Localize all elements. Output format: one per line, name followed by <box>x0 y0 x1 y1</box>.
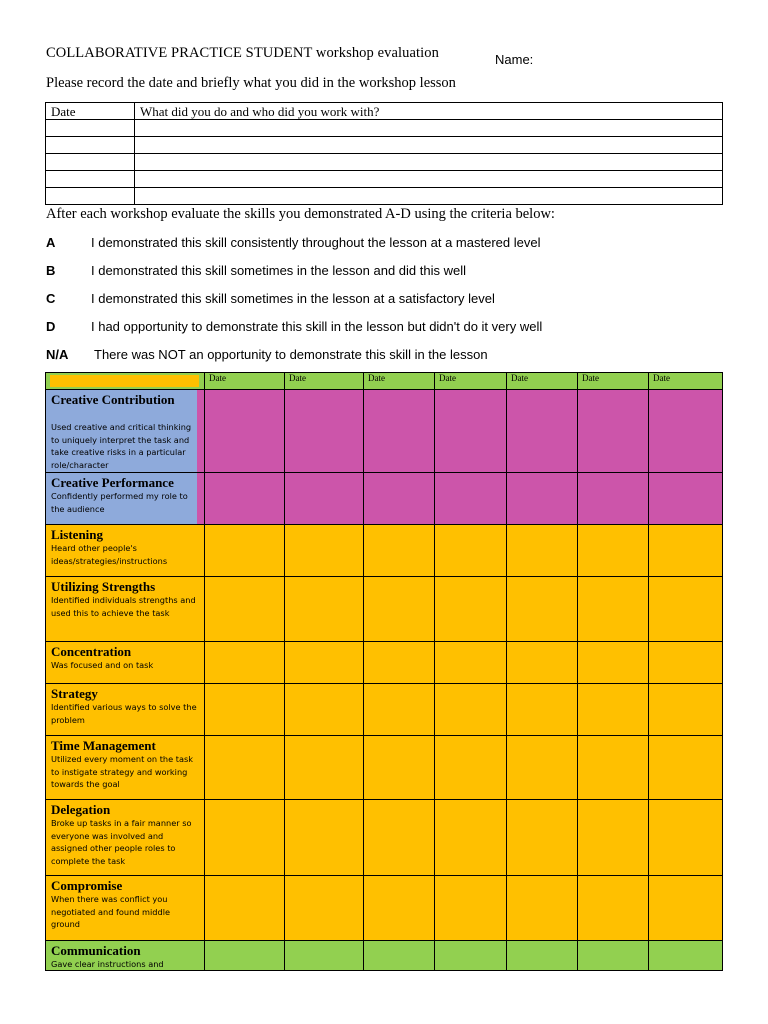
log-row <box>46 154 723 171</box>
skill-title: Creative Contribution <box>51 392 175 407</box>
skill-row <box>46 525 723 577</box>
skills-evaluation-table <box>45 372 723 971</box>
rating-cell[interactable] <box>649 525 723 577</box>
rating-cell[interactable] <box>649 473 723 525</box>
rating-cell[interactable] <box>649 684 723 736</box>
rating-cell[interactable] <box>435 941 507 971</box>
criteria-letter: A <box>46 235 56 250</box>
rating-cell[interactable] <box>435 577 507 642</box>
rating-cell[interactable] <box>285 684 364 736</box>
skill-title: Delegation <box>51 802 111 817</box>
skill-description: When there was conflict you negotiated and found middle ground <box>51 894 171 929</box>
rating-cell[interactable] <box>649 800 723 876</box>
skill-title: Strategy <box>51 686 98 701</box>
rating-cell[interactable] <box>507 941 578 971</box>
criteria-text: I demonstrated this skill consistently throughout the lesson at a mastered level <box>91 235 541 250</box>
rating-cell[interactable] <box>578 941 649 971</box>
log-row <box>46 188 723 205</box>
skill-cell <box>46 577 205 642</box>
rating-cell[interactable] <box>205 876 285 941</box>
date-header: Date <box>578 373 649 390</box>
skill-description: Utilized every moment on the task to instigate strategy and working towards the goal <box>51 754 193 789</box>
skills-body <box>46 390 723 971</box>
rating-cell[interactable] <box>507 684 578 736</box>
rating-cell[interactable] <box>364 684 435 736</box>
rating-cell[interactable] <box>578 473 649 525</box>
log-date-cell[interactable] <box>46 188 135 205</box>
skill-title: Concentration <box>51 644 132 659</box>
log-activity-cell[interactable] <box>135 154 723 171</box>
log-body <box>46 120 723 205</box>
rating-cell[interactable] <box>364 876 435 941</box>
skill-row <box>46 736 723 800</box>
rating-cell[interactable] <box>578 736 649 800</box>
skill-description: Gave clear instructions and <box>51 959 164 969</box>
rating-cell[interactable] <box>578 525 649 577</box>
skill-title: Compromise <box>51 878 123 893</box>
criteria-letter: D <box>46 319 56 334</box>
skill-title: Time Management <box>51 738 156 753</box>
skill-cell <box>46 800 205 876</box>
rating-cell[interactable] <box>205 577 285 642</box>
rating-cell[interactable] <box>285 642 364 684</box>
log-header-activity: What did you do and who did you work with? <box>135 103 723 120</box>
rating-cell[interactable] <box>507 800 578 876</box>
criteria-text: I had opportunity to demonstrate this skill in the lesson but didn't do it very well <box>91 319 543 334</box>
rating-cell[interactable] <box>435 876 507 941</box>
rating-cell[interactable] <box>364 941 435 971</box>
rating-cell[interactable] <box>578 390 649 473</box>
date-header-row <box>46 373 723 390</box>
rating-cell[interactable] <box>507 642 578 684</box>
rating-cell[interactable] <box>205 684 285 736</box>
criteria-letter: N/A <box>46 347 69 362</box>
log-header-date: Date <box>46 103 135 120</box>
rating-cell[interactable] <box>364 473 435 525</box>
skill-description: Was focused and on task <box>51 660 154 670</box>
rating-cell[interactable] <box>507 577 578 642</box>
rating-cell[interactable] <box>507 525 578 577</box>
rating-cell[interactable] <box>507 473 578 525</box>
date-header: Date <box>507 373 578 390</box>
rating-cell[interactable] <box>285 800 364 876</box>
rating-cell[interactable] <box>435 684 507 736</box>
rating-cell[interactable] <box>285 577 364 642</box>
rating-cell[interactable] <box>649 390 723 473</box>
skill-row <box>46 800 723 876</box>
criteria-letter: B <box>46 263 56 278</box>
log-activity-cell[interactable] <box>135 188 723 205</box>
criteria-letter: C <box>46 291 56 306</box>
rating-cell[interactable] <box>285 941 364 971</box>
criteria-text: There was NOT an opportunity to demonstrate this skill in the lesson <box>94 347 488 362</box>
rating-cell[interactable] <box>205 525 285 577</box>
skill-cell <box>46 684 205 736</box>
criteria-text: I demonstrated this skill sometimes in the lesson at a satisfactory level <box>91 291 495 306</box>
skill-cell <box>46 941 205 971</box>
skill-cell <box>46 876 205 941</box>
rating-cell[interactable] <box>364 577 435 642</box>
rating-cell[interactable] <box>435 736 507 800</box>
rating-cell[interactable] <box>649 876 723 941</box>
rating-cell[interactable] <box>649 736 723 800</box>
log-activity-cell[interactable] <box>135 171 723 188</box>
rating-cell[interactable] <box>285 390 364 473</box>
header-corner <box>46 373 205 390</box>
skill-title: Communication <box>51 943 141 958</box>
skill-cell <box>46 736 205 800</box>
rating-cell[interactable] <box>435 525 507 577</box>
rating-cell[interactable] <box>205 800 285 876</box>
skill-cell <box>46 525 205 577</box>
rating-cell[interactable] <box>435 800 507 876</box>
rating-cell[interactable] <box>649 642 723 684</box>
workshop-log-table <box>45 102 723 205</box>
rating-cell[interactable] <box>578 800 649 876</box>
rating-cell[interactable] <box>364 800 435 876</box>
rating-cell[interactable] <box>364 390 435 473</box>
skill-row <box>46 941 723 971</box>
date-header: Date <box>364 373 435 390</box>
name-label: Name: <box>495 52 534 67</box>
date-header: Date <box>285 373 364 390</box>
log-header-row <box>46 103 723 120</box>
rating-cell[interactable] <box>205 941 285 971</box>
rating-cell[interactable] <box>285 736 364 800</box>
log-activity-cell[interactable] <box>135 137 723 154</box>
rating-cell[interactable] <box>205 736 285 800</box>
rating-cell[interactable] <box>435 642 507 684</box>
rating-cell[interactable] <box>435 473 507 525</box>
rating-cell[interactable] <box>205 390 285 473</box>
skill-title: Utilizing Strengths <box>51 579 156 594</box>
rating-cell[interactable] <box>364 642 435 684</box>
skill-cell <box>46 642 205 684</box>
skill-title: Creative Performance <box>51 475 174 490</box>
rating-cell[interactable] <box>285 876 364 941</box>
criteria-text: I demonstrated this skill sometimes in the lesson and did this well <box>91 263 467 278</box>
rating-cell[interactable] <box>285 473 364 525</box>
log-row <box>46 171 723 188</box>
log-date-cell[interactable] <box>46 171 135 188</box>
skill-row <box>46 684 723 736</box>
log-date-cell[interactable] <box>46 137 135 154</box>
skill-description: Identified individuals strengths and used this to achieve the task <box>51 595 196 618</box>
rating-cell[interactable] <box>578 876 649 941</box>
skill-title: Listening <box>51 527 104 542</box>
rating-cell[interactable] <box>507 876 578 941</box>
log-row <box>46 137 723 154</box>
skill-cell <box>46 390 205 473</box>
skill-description: Identified various ways to solve the problem <box>51 702 197 725</box>
skill-row <box>46 642 723 684</box>
log-row <box>46 120 723 137</box>
rating-cell[interactable] <box>205 473 285 525</box>
date-header: Date <box>435 373 507 390</box>
skill-row <box>46 390 723 473</box>
rating-cell[interactable] <box>507 736 578 800</box>
skill-row <box>46 473 723 525</box>
criteria-intro: After each workshop evaluate the skills you demonstrated A-D using the criteria below: <box>46 206 555 222</box>
rating-cell[interactable] <box>649 941 723 971</box>
date-header: Date <box>205 373 285 390</box>
rating-cell[interactable] <box>364 736 435 800</box>
log-date-cell[interactable] <box>46 154 135 171</box>
rating-cell[interactable] <box>507 390 578 473</box>
skill-description: Confidently performed my role to the audience <box>51 491 188 514</box>
rating-cell[interactable] <box>364 525 435 577</box>
rating-cell[interactable] <box>578 577 649 642</box>
skill-cell <box>46 473 205 525</box>
skill-description: Heard other people's ideas/strategies/instructions <box>51 543 168 566</box>
log-date-cell[interactable] <box>46 120 135 137</box>
rating-cell[interactable] <box>578 642 649 684</box>
rating-cell[interactable] <box>435 390 507 473</box>
rating-cell[interactable] <box>205 642 285 684</box>
skill-row <box>46 876 723 941</box>
rating-cell[interactable] <box>649 577 723 642</box>
date-header: Date <box>649 373 723 390</box>
skill-description: Broke up tasks in a fair manner so everyone was involved and assigned other people roles to complete the task <box>51 818 192 866</box>
instruction-text: Please record the date and briefly what you did in the workshop lesson <box>46 75 456 91</box>
document-title: COLLABORATIVE PRACTICE STUDENT workshop evaluation <box>46 45 439 61</box>
skill-description: Used creative and critical thinking to uniquely interpret the task and take creative risks in a particular role/character <box>51 422 192 470</box>
rating-cell[interactable] <box>578 684 649 736</box>
skill-row <box>46 577 723 642</box>
rating-cell[interactable] <box>285 525 364 577</box>
log-activity-cell[interactable] <box>135 120 723 137</box>
